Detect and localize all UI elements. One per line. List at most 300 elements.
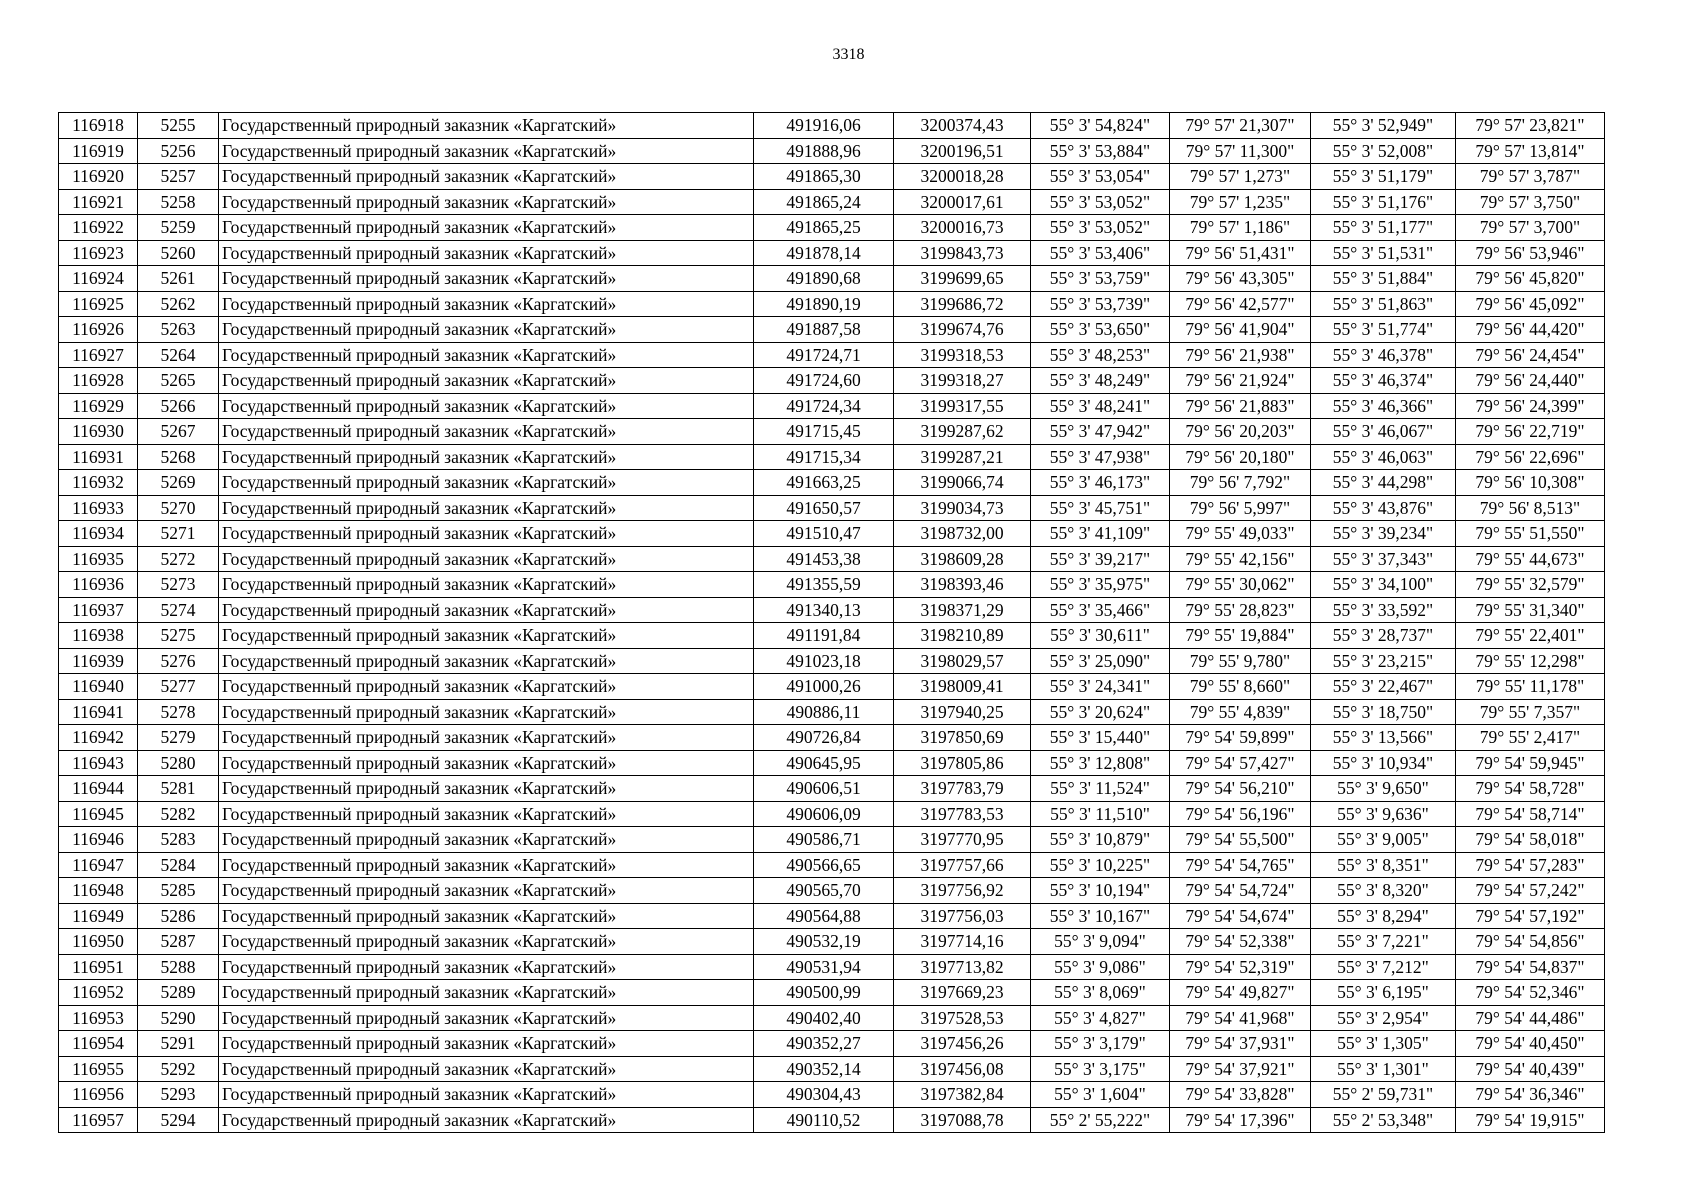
cell-latitude-2: 55° 3' 51,531" (1311, 240, 1456, 266)
cell-point-number: 5283 (138, 827, 219, 853)
cell-x: 491650,57 (754, 495, 894, 521)
cell-id: 116937 (59, 597, 138, 623)
cell-point-number: 5285 (138, 878, 219, 904)
cell-id: 116925 (59, 291, 138, 317)
cell-x: 491865,24 (754, 189, 894, 215)
cell-y: 3197770,95 (894, 827, 1031, 853)
cell-y: 3199066,74 (894, 470, 1031, 496)
cell-name: Государственный природный заказник «Каргатский» (219, 521, 754, 547)
cell-y: 3200018,28 (894, 164, 1031, 190)
cell-y: 3197088,78 (894, 1107, 1031, 1133)
cell-y: 3199317,55 (894, 393, 1031, 419)
cell-x: 491510,47 (754, 521, 894, 547)
table-row (59, 1031, 1605, 1057)
cell-latitude-1: 55° 3' 10,167" (1031, 903, 1170, 929)
cell-latitude-2: 55° 3' 51,177" (1311, 215, 1456, 241)
cell-latitude-2: 55° 3' 18,750" (1311, 699, 1456, 725)
cell-longitude-2: 79° 56' 10,308" (1456, 470, 1605, 496)
cell-longitude-1: 79° 57' 1,273" (1170, 164, 1311, 190)
cell-name: Государственный природный заказник «Каргатский» (219, 444, 754, 470)
cell-point-number: 5257 (138, 164, 219, 190)
cell-longitude-1: 79° 54' 56,210" (1170, 776, 1311, 802)
cell-latitude-2: 55° 3' 9,650" (1311, 776, 1456, 802)
cell-longitude-2: 79° 57' 13,814" (1456, 138, 1605, 164)
table-row (59, 215, 1605, 241)
table-row (59, 852, 1605, 878)
cell-id: 116934 (59, 521, 138, 547)
cell-longitude-1: 79° 54' 54,674" (1170, 903, 1311, 929)
cell-x: 491715,34 (754, 444, 894, 470)
cell-longitude-2: 79° 56' 45,092" (1456, 291, 1605, 317)
cell-latitude-2: 55° 3' 51,774" (1311, 317, 1456, 343)
cell-point-number: 5280 (138, 750, 219, 776)
cell-name: Государственный природный заказник «Каргатский» (219, 648, 754, 674)
cell-point-number: 5279 (138, 725, 219, 751)
cell-y: 3197714,16 (894, 929, 1031, 955)
cell-x: 491724,71 (754, 342, 894, 368)
cell-point-number: 5267 (138, 419, 219, 445)
cell-longitude-2: 79° 56' 45,820" (1456, 266, 1605, 292)
cell-x: 491191,84 (754, 623, 894, 649)
table-row (59, 240, 1605, 266)
cell-latitude-2: 55° 3' 23,215" (1311, 648, 1456, 674)
cell-x: 491724,60 (754, 368, 894, 394)
cell-name: Государственный природный заказник «Каргатский» (219, 597, 754, 623)
cell-y: 3197713,82 (894, 954, 1031, 980)
coordinates-table (58, 112, 1605, 1133)
cell-longitude-2: 79° 54' 52,346" (1456, 980, 1605, 1006)
cell-longitude-1: 79° 56' 7,792" (1170, 470, 1311, 496)
cell-y: 3199686,72 (894, 291, 1031, 317)
cell-name: Государственный природный заказник «Каргатский» (219, 623, 754, 649)
cell-latitude-1: 55° 3' 3,179" (1031, 1031, 1170, 1057)
cell-latitude-2: 55° 3' 2,954" (1311, 1005, 1456, 1031)
cell-id: 116932 (59, 470, 138, 496)
cell-longitude-2: 79° 55' 44,673" (1456, 546, 1605, 572)
cell-y: 3197456,08 (894, 1056, 1031, 1082)
cell-longitude-2: 79° 55' 2,417" (1456, 725, 1605, 751)
cell-name: Государственный природный заказник «Каргатский» (219, 240, 754, 266)
cell-name: Государственный природный заказник «Каргатский» (219, 342, 754, 368)
cell-point-number: 5259 (138, 215, 219, 241)
cell-latitude-2: 55° 2' 53,348" (1311, 1107, 1456, 1133)
cell-latitude-1: 55° 3' 10,225" (1031, 852, 1170, 878)
cell-id: 116926 (59, 317, 138, 343)
cell-name: Государственный природный заказник «Каргатский» (219, 878, 754, 904)
cell-id: 116938 (59, 623, 138, 649)
table-row (59, 368, 1605, 394)
table-row (59, 725, 1605, 751)
cell-latitude-1: 55° 3' 35,975" (1031, 572, 1170, 598)
cell-y: 3199318,27 (894, 368, 1031, 394)
cell-name: Государственный природный заказник «Каргатский» (219, 954, 754, 980)
cell-x: 490402,40 (754, 1005, 894, 1031)
cell-latitude-1: 55° 3' 53,759" (1031, 266, 1170, 292)
cell-latitude-1: 55° 3' 53,884" (1031, 138, 1170, 164)
cell-point-number: 5264 (138, 342, 219, 368)
cell-id: 116927 (59, 342, 138, 368)
cell-id: 116919 (59, 138, 138, 164)
cell-name: Государственный природный заказник «Каргатский» (219, 725, 754, 751)
cell-id: 116951 (59, 954, 138, 980)
cell-x: 491355,59 (754, 572, 894, 598)
cell-x: 490352,14 (754, 1056, 894, 1082)
cell-latitude-2: 55° 3' 52,949" (1311, 113, 1456, 139)
cell-id: 116943 (59, 750, 138, 776)
cell-y: 3197456,26 (894, 1031, 1031, 1057)
cell-latitude-1: 55° 3' 48,253" (1031, 342, 1170, 368)
cell-y: 3198732,00 (894, 521, 1031, 547)
cell-longitude-1: 79° 56' 51,431" (1170, 240, 1311, 266)
cell-name: Государственный природный заказник «Каргатский» (219, 903, 754, 929)
cell-longitude-2: 79° 55' 12,298" (1456, 648, 1605, 674)
cell-y: 3198393,46 (894, 572, 1031, 598)
cell-name: Государственный природный заказник «Каргатский» (219, 291, 754, 317)
cell-id: 116945 (59, 801, 138, 827)
cell-latitude-1: 55° 3' 39,217" (1031, 546, 1170, 572)
cell-name: Государственный природный заказник «Каргатский» (219, 1005, 754, 1031)
cell-longitude-2: 79° 56' 24,440" (1456, 368, 1605, 394)
cell-latitude-1: 55° 3' 1,604" (1031, 1082, 1170, 1108)
cell-y: 3199318,53 (894, 342, 1031, 368)
cell-x: 490726,84 (754, 725, 894, 751)
cell-x: 491023,18 (754, 648, 894, 674)
cell-longitude-1: 79° 54' 52,319" (1170, 954, 1311, 980)
cell-x: 490532,19 (754, 929, 894, 955)
cell-y: 3199034,73 (894, 495, 1031, 521)
cell-latitude-1: 55° 3' 3,175" (1031, 1056, 1170, 1082)
cell-name: Государственный природный заказник «Каргатский» (219, 699, 754, 725)
cell-id: 116941 (59, 699, 138, 725)
cell-point-number: 5265 (138, 368, 219, 394)
cell-y: 3197783,53 (894, 801, 1031, 827)
cell-latitude-1: 55° 3' 48,241" (1031, 393, 1170, 419)
cell-name: Государственный природный заказник «Каргатский» (219, 189, 754, 215)
cell-longitude-1: 79° 54' 37,931" (1170, 1031, 1311, 1057)
cell-latitude-2: 55° 3' 10,934" (1311, 750, 1456, 776)
cell-point-number: 5276 (138, 648, 219, 674)
table-row (59, 776, 1605, 802)
cell-latitude-1: 55° 3' 15,440" (1031, 725, 1170, 751)
cell-longitude-1: 79° 57' 11,300" (1170, 138, 1311, 164)
cell-id: 116952 (59, 980, 138, 1006)
cell-name: Государственный природный заказник «Каргатский» (219, 1107, 754, 1133)
cell-latitude-1: 55° 3' 48,249" (1031, 368, 1170, 394)
cell-point-number: 5281 (138, 776, 219, 802)
cell-latitude-1: 55° 3' 47,942" (1031, 419, 1170, 445)
cell-id: 116922 (59, 215, 138, 241)
cell-y: 3198371,29 (894, 597, 1031, 623)
cell-point-number: 5284 (138, 852, 219, 878)
cell-longitude-1: 79° 56' 42,577" (1170, 291, 1311, 317)
table-row (59, 138, 1605, 164)
cell-x: 491865,25 (754, 215, 894, 241)
table-row (59, 189, 1605, 215)
cell-name: Государственный природный заказник «Каргатский» (219, 674, 754, 700)
cell-latitude-1: 55° 3' 11,510" (1031, 801, 1170, 827)
cell-point-number: 5272 (138, 546, 219, 572)
cell-x: 491340,13 (754, 597, 894, 623)
cell-point-number: 5286 (138, 903, 219, 929)
table-row (59, 572, 1605, 598)
cell-id: 116950 (59, 929, 138, 955)
cell-longitude-1: 79° 55' 8,660" (1170, 674, 1311, 700)
cell-longitude-1: 79° 56' 43,305" (1170, 266, 1311, 292)
cell-name: Государственный природный заказник «Каргатский» (219, 215, 754, 241)
cell-latitude-1: 55° 3' 11,524" (1031, 776, 1170, 802)
cell-latitude-2: 55° 3' 7,221" (1311, 929, 1456, 955)
table-row (59, 674, 1605, 700)
cell-x: 490586,71 (754, 827, 894, 853)
cell-x: 491890,19 (754, 291, 894, 317)
cell-y: 3197756,03 (894, 903, 1031, 929)
table-row (59, 164, 1605, 190)
cell-longitude-2: 79° 57' 3,787" (1456, 164, 1605, 190)
cell-longitude-1: 79° 54' 49,827" (1170, 980, 1311, 1006)
cell-longitude-2: 79° 54' 36,346" (1456, 1082, 1605, 1108)
cell-latitude-1: 55° 3' 8,069" (1031, 980, 1170, 1006)
cell-latitude-2: 55° 3' 1,305" (1311, 1031, 1456, 1057)
cell-latitude-1: 55° 3' 46,173" (1031, 470, 1170, 496)
cell-point-number: 5293 (138, 1082, 219, 1108)
cell-longitude-1: 79° 54' 52,338" (1170, 929, 1311, 955)
cell-name: Государственный природный заказник «Каргатский» (219, 776, 754, 802)
cell-x: 490886,11 (754, 699, 894, 725)
cell-y: 3197850,69 (894, 725, 1031, 751)
cell-y: 3197805,86 (894, 750, 1031, 776)
cell-name: Государственный природный заказник «Каргатский» (219, 750, 754, 776)
cell-point-number: 5263 (138, 317, 219, 343)
cell-latitude-1: 55° 3' 4,827" (1031, 1005, 1170, 1031)
cell-id: 116946 (59, 827, 138, 853)
cell-id: 116956 (59, 1082, 138, 1108)
table-row (59, 470, 1605, 496)
cell-longitude-1: 79° 54' 33,828" (1170, 1082, 1311, 1108)
cell-y: 3197382,84 (894, 1082, 1031, 1108)
cell-x: 490606,51 (754, 776, 894, 802)
cell-latitude-1: 55° 3' 45,751" (1031, 495, 1170, 521)
cell-name: Государственный природный заказник «Каргатский» (219, 470, 754, 496)
cell-point-number: 5261 (138, 266, 219, 292)
cell-x: 490566,65 (754, 852, 894, 878)
table-row (59, 317, 1605, 343)
cell-name: Государственный природный заказник «Каргатский» (219, 546, 754, 572)
cell-x: 490645,95 (754, 750, 894, 776)
table-row (59, 827, 1605, 853)
cell-latitude-2: 55° 2' 59,731" (1311, 1082, 1456, 1108)
cell-id: 116942 (59, 725, 138, 751)
cell-latitude-1: 55° 3' 9,086" (1031, 954, 1170, 980)
cell-longitude-1: 79° 57' 1,235" (1170, 189, 1311, 215)
cell-latitude-1: 55° 3' 54,824" (1031, 113, 1170, 139)
cell-x: 491000,26 (754, 674, 894, 700)
cell-x: 491865,30 (754, 164, 894, 190)
cell-y: 3199843,73 (894, 240, 1031, 266)
cell-longitude-1: 79° 56' 5,997" (1170, 495, 1311, 521)
cell-longitude-2: 79° 57' 3,750" (1456, 189, 1605, 215)
cell-longitude-1: 79° 56' 21,938" (1170, 342, 1311, 368)
cell-longitude-2: 79° 54' 40,439" (1456, 1056, 1605, 1082)
cell-y: 3197757,66 (894, 852, 1031, 878)
table-row (59, 648, 1605, 674)
cell-name: Государственный природный заказник «Каргатский» (219, 164, 754, 190)
cell-id: 116933 (59, 495, 138, 521)
cell-latitude-2: 55° 3' 43,876" (1311, 495, 1456, 521)
cell-latitude-2: 55° 3' 28,737" (1311, 623, 1456, 649)
cell-name: Государственный природный заказник «Каргатский» (219, 368, 754, 394)
cell-id: 116944 (59, 776, 138, 802)
cell-latitude-2: 55° 3' 52,008" (1311, 138, 1456, 164)
cell-longitude-2: 79° 56' 53,946" (1456, 240, 1605, 266)
cell-point-number: 5294 (138, 1107, 219, 1133)
cell-longitude-2: 79° 56' 8,513" (1456, 495, 1605, 521)
cell-latitude-2: 55° 3' 46,063" (1311, 444, 1456, 470)
cell-point-number: 5273 (138, 572, 219, 598)
cell-latitude-1: 55° 3' 24,341" (1031, 674, 1170, 700)
cell-latitude-2: 55° 3' 44,298" (1311, 470, 1456, 496)
cell-latitude-2: 55° 3' 8,294" (1311, 903, 1456, 929)
cell-id: 116957 (59, 1107, 138, 1133)
cell-y: 3199699,65 (894, 266, 1031, 292)
cell-id: 116939 (59, 648, 138, 674)
table-row (59, 546, 1605, 572)
cell-latitude-2: 55° 3' 8,351" (1311, 852, 1456, 878)
cell-id: 116949 (59, 903, 138, 929)
cell-longitude-2: 79° 54' 44,486" (1456, 1005, 1605, 1031)
table-row (59, 1107, 1605, 1133)
cell-id: 116921 (59, 189, 138, 215)
cell-point-number: 5287 (138, 929, 219, 955)
cell-y: 3199674,76 (894, 317, 1031, 343)
cell-longitude-2: 79° 56' 24,454" (1456, 342, 1605, 368)
cell-longitude-1: 79° 57' 1,186" (1170, 215, 1311, 241)
cell-latitude-1: 55° 3' 35,466" (1031, 597, 1170, 623)
cell-name: Государственный природный заказник «Каргатский» (219, 266, 754, 292)
cell-longitude-2: 79° 54' 54,837" (1456, 954, 1605, 980)
cell-name: Государственный природный заказник «Каргатский» (219, 113, 754, 139)
cell-y: 3197528,53 (894, 1005, 1031, 1031)
cell-longitude-2: 79° 54' 19,915" (1456, 1107, 1605, 1133)
table-row (59, 597, 1605, 623)
cell-x: 490352,27 (754, 1031, 894, 1057)
cell-x: 490304,43 (754, 1082, 894, 1108)
cell-latitude-2: 55° 3' 6,195" (1311, 980, 1456, 1006)
cell-latitude-1: 55° 3' 9,094" (1031, 929, 1170, 955)
cell-point-number: 5255 (138, 113, 219, 139)
cell-longitude-2: 79° 55' 51,550" (1456, 521, 1605, 547)
cell-name: Государственный природный заказник «Каргатский» (219, 1031, 754, 1057)
cell-longitude-2: 79° 56' 22,696" (1456, 444, 1605, 470)
cell-point-number: 5292 (138, 1056, 219, 1082)
cell-id: 116954 (59, 1031, 138, 1057)
cell-longitude-1: 79° 55' 30,062" (1170, 572, 1311, 598)
cell-name: Государственный природный заказник «Каргатский» (219, 572, 754, 598)
table-row (59, 750, 1605, 776)
cell-name: Государственный природный заказник «Каргатский» (219, 980, 754, 1006)
table-row (59, 266, 1605, 292)
cell-longitude-2: 79° 54' 57,242" (1456, 878, 1605, 904)
cell-longitude-2: 79° 57' 23,821" (1456, 113, 1605, 139)
cell-id: 116935 (59, 546, 138, 572)
cell-id: 116955 (59, 1056, 138, 1082)
cell-name: Государственный природный заказник «Каргатский» (219, 317, 754, 343)
table-row (59, 929, 1605, 955)
cell-x: 490531,94 (754, 954, 894, 980)
cell-longitude-2: 79° 54' 40,450" (1456, 1031, 1605, 1057)
cell-longitude-1: 79° 56' 21,924" (1170, 368, 1311, 394)
table-row (59, 1056, 1605, 1082)
cell-name: Государственный природный заказник «Каргатский» (219, 138, 754, 164)
table-row (59, 903, 1605, 929)
cell-latitude-2: 55° 3' 1,301" (1311, 1056, 1456, 1082)
cell-longitude-2: 79° 54' 58,018" (1456, 827, 1605, 853)
cell-latitude-2: 55° 3' 46,374" (1311, 368, 1456, 394)
table-row (59, 980, 1605, 1006)
cell-x: 490565,70 (754, 878, 894, 904)
cell-latitude-2: 55° 3' 37,343" (1311, 546, 1456, 572)
cell-latitude-1: 55° 3' 53,650" (1031, 317, 1170, 343)
cell-point-number: 5274 (138, 597, 219, 623)
cell-x: 491887,58 (754, 317, 894, 343)
cell-point-number: 5289 (138, 980, 219, 1006)
cell-longitude-2: 79° 56' 24,399" (1456, 393, 1605, 419)
cell-longitude-1: 79° 54' 37,921" (1170, 1056, 1311, 1082)
cell-y: 3198210,89 (894, 623, 1031, 649)
cell-point-number: 5291 (138, 1031, 219, 1057)
cell-name: Государственный природный заказник «Каргатский» (219, 495, 754, 521)
cell-longitude-1: 79° 54' 55,500" (1170, 827, 1311, 853)
cell-y: 3197669,23 (894, 980, 1031, 1006)
cell-y: 3198009,41 (894, 674, 1031, 700)
cell-y: 3200374,43 (894, 113, 1031, 139)
cell-point-number: 5266 (138, 393, 219, 419)
cell-point-number: 5282 (138, 801, 219, 827)
cell-latitude-2: 55° 3' 7,212" (1311, 954, 1456, 980)
cell-x: 491724,34 (754, 393, 894, 419)
cell-latitude-1: 55° 3' 53,052" (1031, 215, 1170, 241)
cell-longitude-1: 79° 54' 56,196" (1170, 801, 1311, 827)
cell-longitude-1: 79° 55' 4,839" (1170, 699, 1311, 725)
cell-x: 490564,88 (754, 903, 894, 929)
cell-y: 3197940,25 (894, 699, 1031, 725)
cell-latitude-2: 55° 3' 46,067" (1311, 419, 1456, 445)
cell-longitude-1: 79° 56' 41,904" (1170, 317, 1311, 343)
cell-x: 491888,96 (754, 138, 894, 164)
table-row (59, 878, 1605, 904)
cell-longitude-1: 79° 57' 21,307" (1170, 113, 1311, 139)
cell-y: 3199287,21 (894, 444, 1031, 470)
cell-name: Государственный природный заказник «Каргатский» (219, 1056, 754, 1082)
cell-latitude-1: 55° 3' 10,879" (1031, 827, 1170, 853)
cell-point-number: 5262 (138, 291, 219, 317)
cell-longitude-2: 79° 54' 58,728" (1456, 776, 1605, 802)
cell-longitude-1: 79° 55' 49,033" (1170, 521, 1311, 547)
cell-longitude-1: 79° 54' 54,765" (1170, 852, 1311, 878)
table-row (59, 954, 1605, 980)
cell-point-number: 5288 (138, 954, 219, 980)
cell-latitude-2: 55° 3' 9,636" (1311, 801, 1456, 827)
cell-point-number: 5258 (138, 189, 219, 215)
cell-id: 116947 (59, 852, 138, 878)
cell-id: 116930 (59, 419, 138, 445)
cell-point-number: 5290 (138, 1005, 219, 1031)
cell-longitude-1: 79° 54' 54,724" (1170, 878, 1311, 904)
cell-latitude-2: 55° 3' 46,378" (1311, 342, 1456, 368)
cell-id: 116918 (59, 113, 138, 139)
cell-x: 491663,25 (754, 470, 894, 496)
cell-longitude-1: 79° 55' 42,156" (1170, 546, 1311, 572)
cell-y: 3199287,62 (894, 419, 1031, 445)
